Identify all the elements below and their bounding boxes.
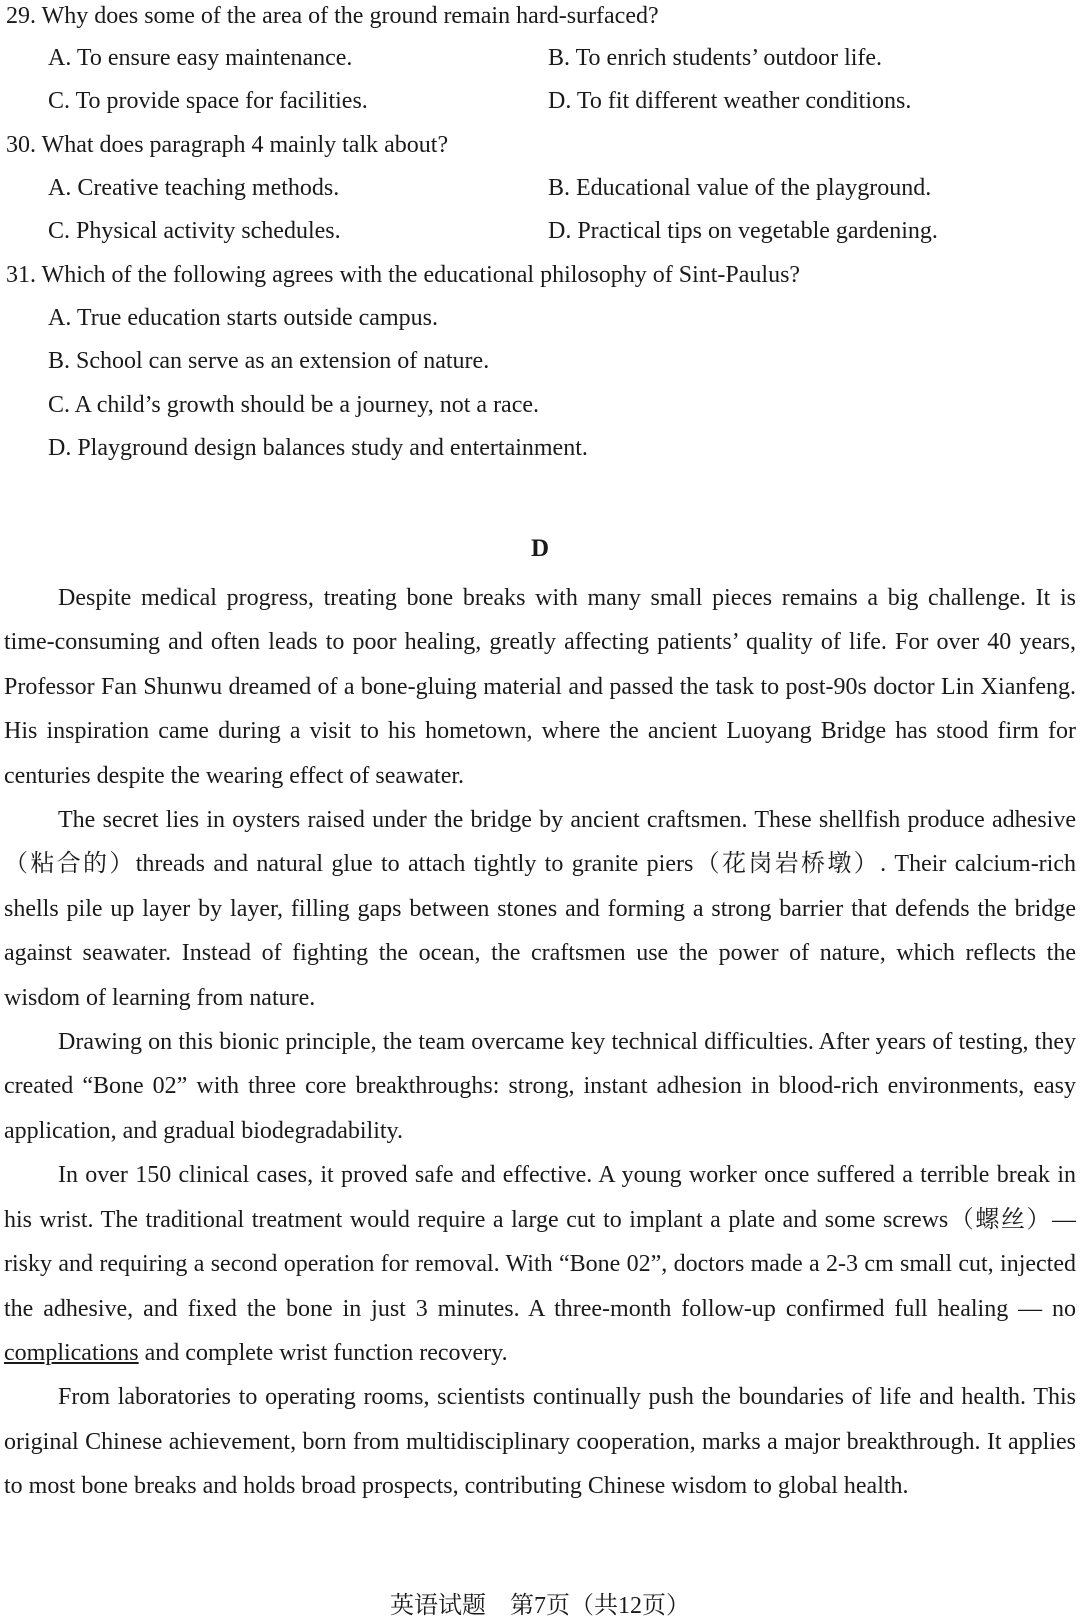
passage-paragraph-5: From laboratories to operating rooms, scientists continually push the boundaries of life and health. This original Chinese achievement, born from multidisciplinary cooperation, marks a major breakthrough. It applies to most bone breaks and holds broad prospects, contributing Chinese wisdom to global health. — [4, 1384, 1076, 1500]
page-footer: 英语试题 第7页（共12页） — [390, 1593, 690, 1619]
question-29-option-b: B. To enrich students’ outdoor life. — [548, 45, 883, 71]
question-31-option-a: A. True education starts outside campus. — [48, 305, 438, 331]
passage-paragraph-4 — [4, 1153, 1076, 1375]
paragraph-4-text-before: In over 150 clinical cases, it proved safe and effective. A young worker once suffered a terrible break in his wrist. The traditional treatment would require a large cut to implant a plate and some screws（螺丝）— risky and requiring a second operation for removal. With “Bone 02”, doctors made a 2-3 cm small cut, injected the adhesive, and fixed the bone in just 3 minutes. A three-month follow-up confirmed full healing — no — [4, 1162, 1076, 1322]
question-31-option-b: B. School can serve as an extension of nature. — [48, 348, 490, 374]
question-31-option-c: C. A child’s growth should be a journey, not a race. — [48, 392, 540, 418]
underlined-word-complications: complications — [4, 1339, 139, 1366]
question-31-stem: 31. Which of the following agrees with the educational philosophy of Sint-Paulus? — [6, 262, 801, 288]
question-29-option-c: C. To provide space for facilities. — [48, 88, 368, 114]
section-title: D — [530, 535, 550, 562]
question-31-option-d: D. Playground design balances study and entertainment. — [48, 435, 588, 461]
passage-paragraph-1: Despite medical progress, treating bone breaks with many small pieces remains a big challenge. It is time-consuming and often leads to poor healing, greatly affecting patients’ quality of life. For over 40 years, Professor Fan Shunwu dreamed of a bone-gluing material and passed the task to post-90s doctor Lin Xianfeng. His inspiration came during a visit to his hometown, where the ancient Luoyang Bridge has stood firm for centuries despite the wearing effect of seawater. — [4, 585, 1076, 789]
passage-paragraph-3: Drawing on this bionic principle, the team overcame key technical difficulties. After years of testing, they created “Bone 02” with three core breakthroughs: strong, instant adhesion in blood-rich environments, easy application, and gradual biodegradability. — [4, 1029, 1076, 1144]
reading-passage — [4, 576, 1076, 1509]
question-30-option-a: A. Creative teaching methods. — [48, 175, 340, 201]
question-30-option-b: B. Educational value of the playground. — [548, 175, 932, 201]
question-29-option-a: A. To ensure easy maintenance. — [48, 45, 353, 71]
question-30-option-c: C. Physical activity schedules. — [48, 218, 341, 244]
paragraph-4-text-after: and complete wrist function recovery. — [138, 1339, 508, 1366]
question-29-stem: 29. Why does some of the area of the ground remain hard-surfaced? — [6, 3, 659, 29]
passage-paragraph-2: The secret lies in oysters raised under the bridge by ancient craftsmen. These shellfish produce adhesive（粘合的）threads and natural glue to attach tightly to granite piers（花岗岩桥墩）. Their calcium-rich shells pile up layer by layer, filling gaps between stones and forming a strong barrier that defends the bridge against seawater. Instead of fighting the ocean, the craftsmen use the power of nature, which reflects the wisdom of learning from nature. — [4, 807, 1076, 1011]
question-30-stem: 30. What does paragraph 4 mainly talk about? — [6, 132, 449, 158]
question-29-option-d: D. To fit different weather conditions. — [548, 88, 912, 114]
question-30-option-d: D. Practical tips on vegetable gardening. — [548, 218, 938, 244]
